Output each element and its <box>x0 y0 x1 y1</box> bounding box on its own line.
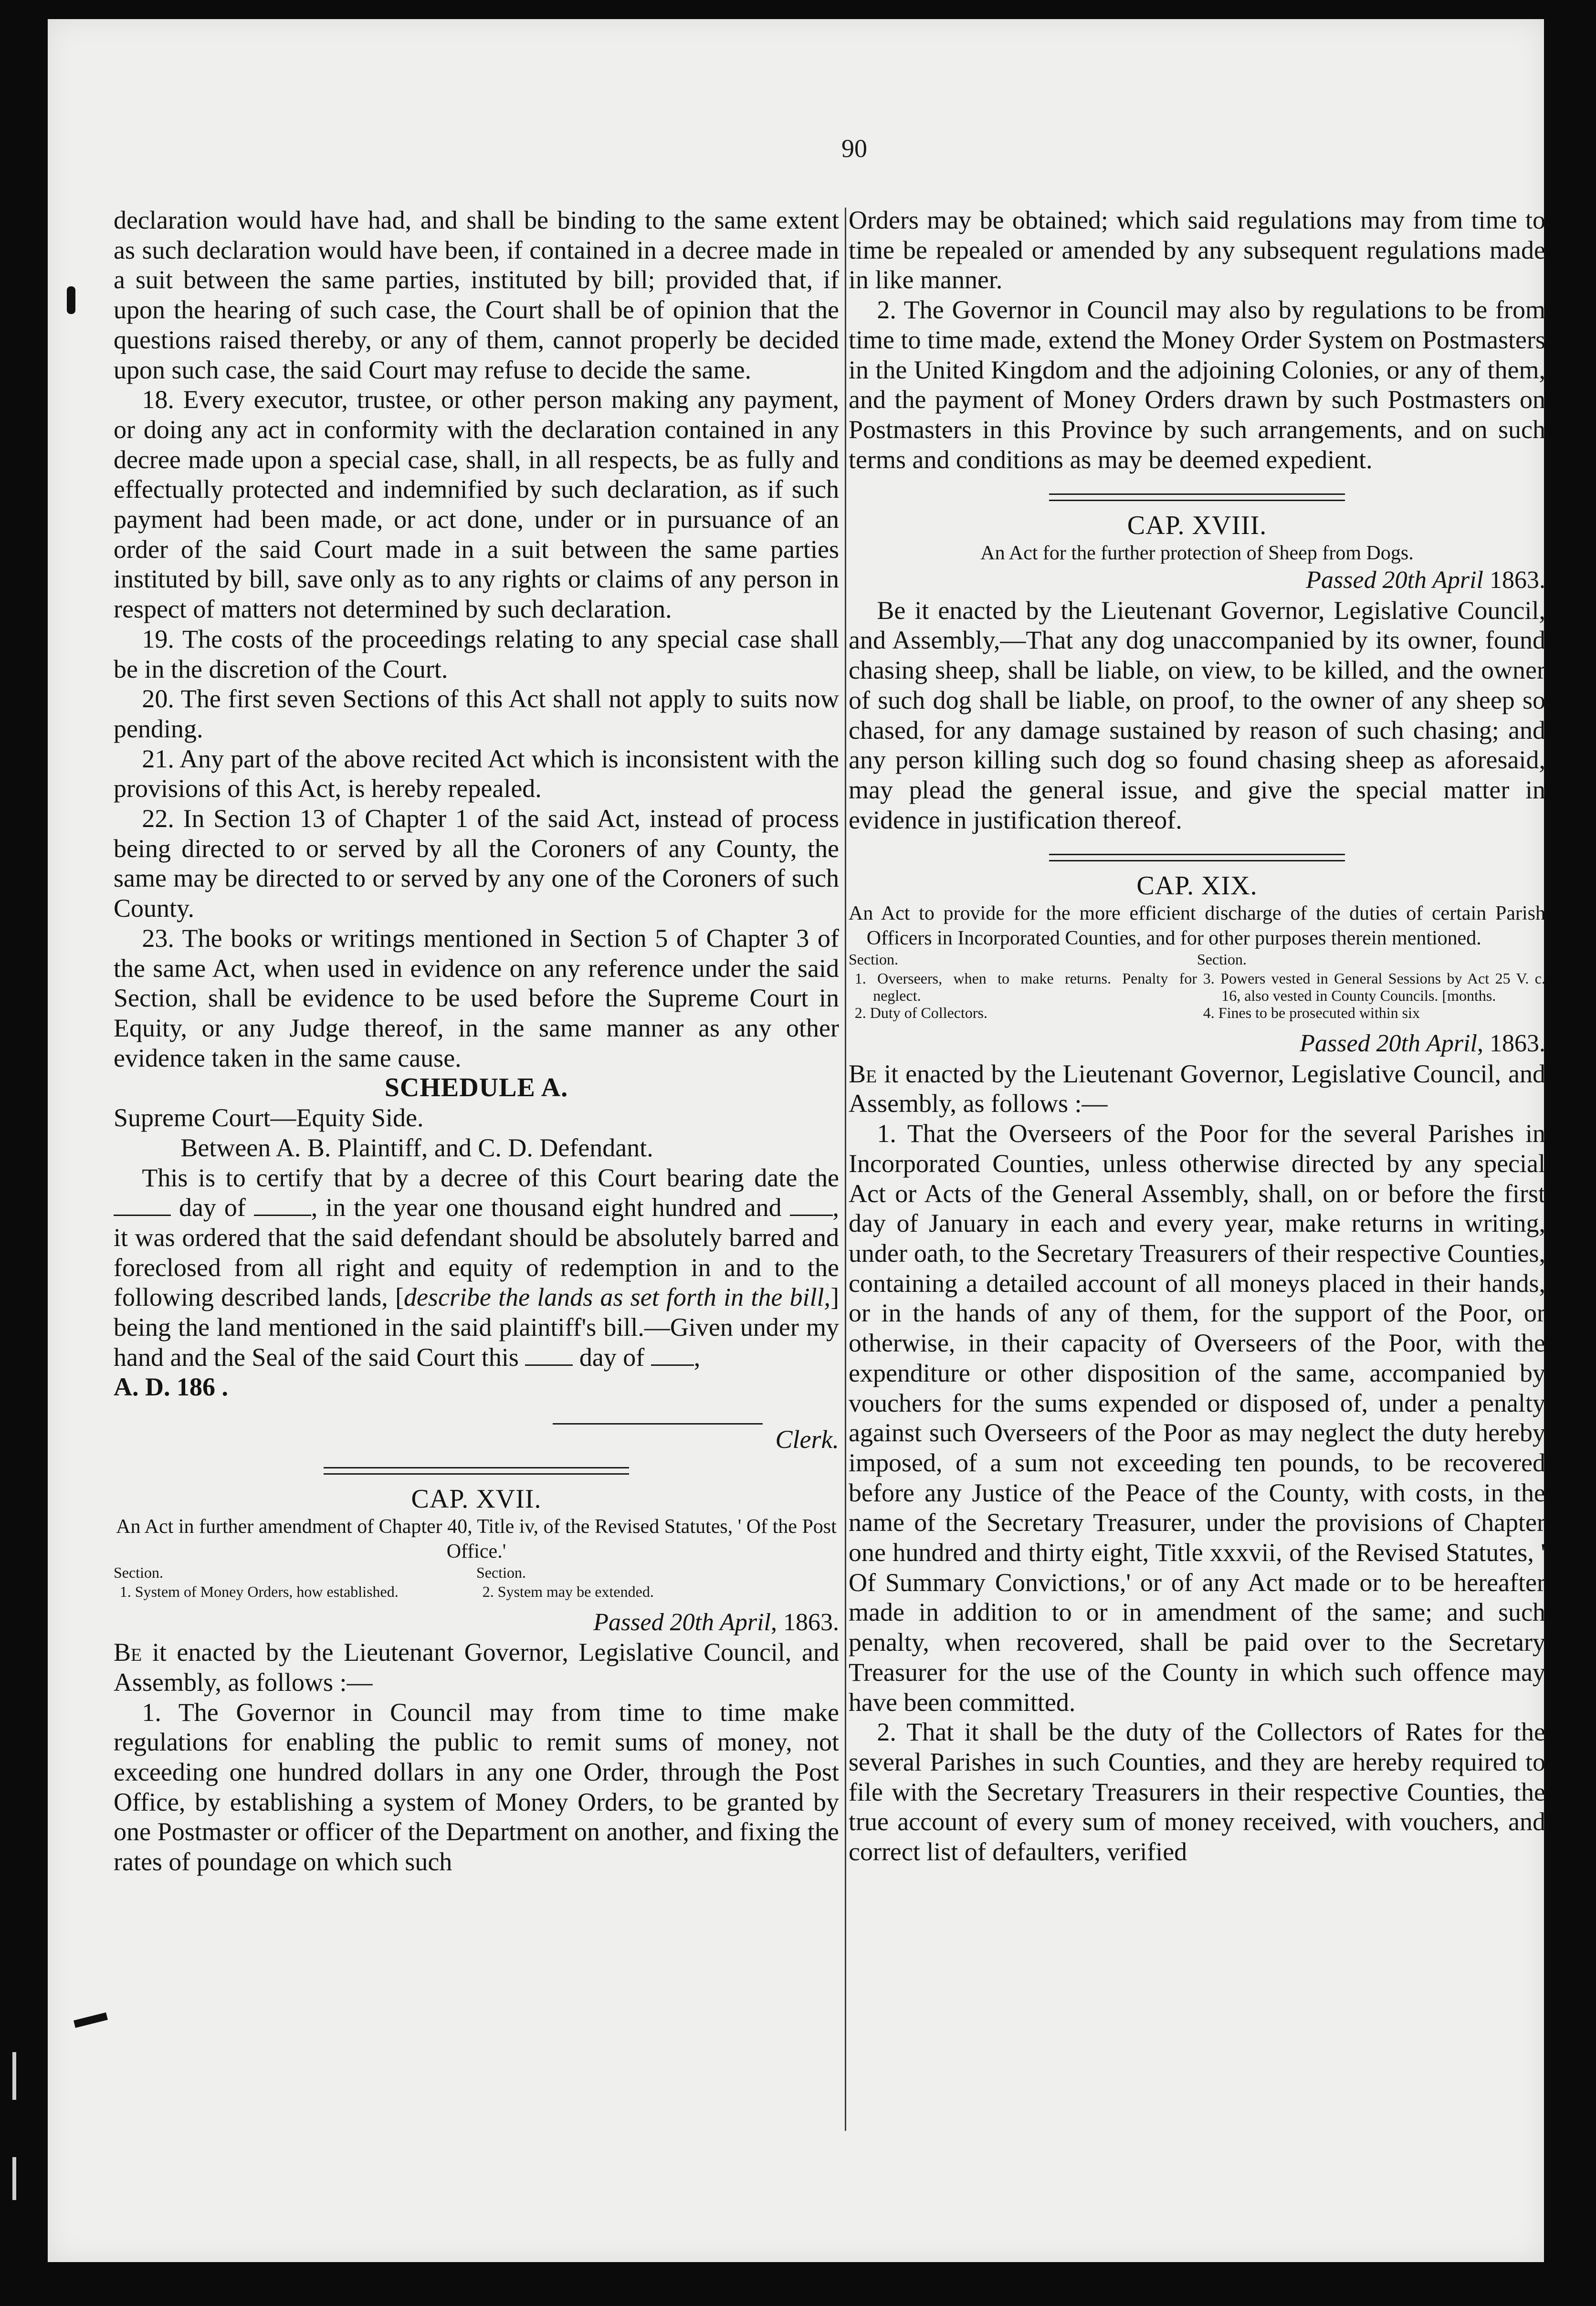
schedule-parties: Between A. B. Plaintiff, and C. D. Defendant. <box>180 1133 653 1162</box>
column-divider <box>845 208 846 2131</box>
passed-label: Passed <box>593 1608 664 1636</box>
cap19-sections-right <box>1197 951 1545 1021</box>
cap18-title: An Act for the further protection of Sheep from Dogs. <box>980 542 1414 565</box>
section-double-rule <box>324 1467 629 1475</box>
cap17-section-1: 1. The Governor in Council may from time to time make regulations for enabling the public to remit sums of money, not exceeding one hundred dollars in any one Order, through the Post Office, by establishing a system of Money Orders, to be granted by one Postmaster or officer of the Department on another, and fixing the rates of poundage on which such <box>114 1698 839 1876</box>
blank-line <box>790 1201 833 1216</box>
cap17-passed <box>114 1608 839 1638</box>
enact-first-word: Be <box>849 1059 877 1088</box>
passed-date: 20th April <box>1376 1030 1477 1058</box>
schedule-text-4: , it was ordered that the said defendant should be absolutely barred and foreclosed from all right and equity of redemption in and to the following described lands, [ <box>114 1193 840 1312</box>
section-entry: 1. System of Money Orders, how established. <box>119 1583 399 1600</box>
cap17-title: An Act in further amendment of Chapter 40, Title iv, of the Revised Statutes, ' Of the Post Office.' <box>116 1515 837 1562</box>
cap19-sections-left <box>849 951 1197 1021</box>
cap17-sections-table <box>114 1564 839 1600</box>
section-double-rule <box>1049 854 1345 861</box>
cap19-enacting-clause <box>849 1059 1545 1119</box>
schedule-date-line: A. D. 186 . <box>114 1373 228 1402</box>
section-entry: 1. Overseers, when to make returns. Penalty for neglect. <box>854 970 1197 1005</box>
cap17-sections-right <box>476 1564 839 1600</box>
section-header: Section. <box>849 951 898 968</box>
blank-line <box>525 1350 573 1366</box>
blank-line <box>254 1201 311 1216</box>
cap18-passed <box>849 566 1545 596</box>
continued-paragraph: Orders may be obtained; which said regulations may from time to time be repealed or amended by any subsequent regulations made in like manner. <box>849 206 1545 294</box>
schedule-text-6: ] being the land mentioned in the said plaintiff's bill.—Given under my hand and the Seal of the said Court this <box>114 1283 839 1372</box>
enact-first-word: Be <box>114 1638 142 1667</box>
schedule-text-2: day of <box>178 1193 246 1222</box>
cap19-title: An Act to provide for the more efficient discharge of the duties of certain Parish Officers in Incorporated Counties, and for other purposes therein mentioned. <box>849 902 1545 950</box>
enact-rest: it enacted by the Lieutenant Governor, Legislative Council, and Assembly, as follows :— <box>114 1638 839 1697</box>
passed-year: 1863. <box>1483 566 1545 594</box>
section-header: Section. <box>114 1563 163 1581</box>
cap19-sections-table <box>849 951 1545 1021</box>
right-column <box>849 205 1545 1867</box>
schedule-body <box>114 1163 839 1373</box>
section-21: 21. Any part of the above recited Act which is inconsistent with the provisions of this Act, is hereby repealed. <box>114 744 839 803</box>
section-double-rule <box>1049 493 1345 501</box>
document-page <box>48 19 1544 2262</box>
margin-pointer-mark <box>74 2013 108 2028</box>
schedule-text-3: , in the year one thousand eight hundred and <box>311 1193 782 1222</box>
passed-label: Passed <box>1300 1030 1370 1058</box>
margin-ink-mark <box>67 286 75 314</box>
cap19-heading: CAP. XIX. <box>1136 871 1258 901</box>
section-entry: 2. Duty of Collectors. <box>854 1004 987 1022</box>
enact-rest: it enacted by the Lieutenant Governor, Legislative Council, and Assembly, as follows :— <box>849 1059 1545 1118</box>
section-entry: 3. Powers vested in General Sessions by Act 25 V. c. 16, also vested in County Councils. [months. <box>1203 970 1545 1005</box>
scan-edge-mark <box>12 2157 16 2200</box>
section-22: 22. In Section 13 of Chapter 1 of the said Act, instead of process being directed to or served by all the Coroners of any County, the same may be directed to or served by any one of the Coroners of such County. <box>114 804 839 923</box>
schedule-text-8: , <box>693 1342 701 1372</box>
cap17-enacting-clause <box>114 1637 839 1697</box>
schedule-text-5: describe the lands as set forth in the bill, <box>403 1283 831 1312</box>
schedule-heading: SCHEDULE A. <box>384 1073 568 1103</box>
cap17-heading: CAP. XVII. <box>411 1484 542 1514</box>
cap17-section-2: 2. The Governor in Council may also by regulations to be from time to time made, extend the Money Order System on Postmasters in the United Kingdom and the adjoining Colonies, or any of them, and the payment of Money Orders drawn by such Postmasters on Postmasters in this Province by such arrangements, and on such terms and conditions as may be deemed expedient. <box>849 295 1545 474</box>
section-header: Section. <box>1197 951 1247 968</box>
cap19-section-2: 2. That it shall be the duty of the Collectors of Rates for the several Parishes in such Counties, and they are hereby required to file with the Secretary Treasurers in their respective Counties, the true account of every sum of money received, with vouchers, and correct list of defaulters, verified <box>849 1718 1545 1866</box>
section-18: 18. Every executor, trustee, or other person making any payment, or doing any act in conformity with the declaration contained in any decree made upon a special case, shall, in all respects, be as fully and effectually protected and indemnified by such declaration, as if such payment had been made, or act done, under or in pursuance of an order of the said Court made in a suit between the same parties instituted by bill, save only as to any rights or claims of any person in respect of matters not determined by such declaration. <box>114 385 839 624</box>
section-23: 23. The books or writings mentioned in Section 5 of Chapter 3 of the same Act, when used in evidence on any reference under the said Section, shall be evidence to be used before the Supreme Court in Equity, or any Judge thereof, in the same manner as any other evidence taken in the same cause. <box>114 923 839 1072</box>
cap19-section-1: 1. That the Overseers of the Poor for the several Parishes in Incorporated Counties, unless otherwise directed by any special Act or Acts of the General Assembly, shall, on or before the first day of January in each and every year, make returns in writing, under oath, to the Secretary Treasurers of their respective Counties, containing a detailed account of all moneys placed in their hands, or in the hands of any of them, for the support of the Poor, or otherwise, in their capacity of Overseers of the Poor, with the expenditure or other disposition of the same, accompanied by vouchers for the sums expended or disposed of, under a penalty against such Overseers of the Poor as may neglect the duty hereby imposed, of a sum not exceeding ten pounds, to be recovered before any Justice of the Peace of the County, with costs, in the name of the Secretary Treasurer, under the provisions of Chapter one hundred and thirty eight, Title xxxvii, of the Revised Statutes, ' Of Summary Convictions,' or of any Act made or to be hereafter made in addition to or in amendment of the same; and such penalty, when recovered, shall be paid over to the Secretary Treasurer for the use of the County in which such offence may have been committed. <box>849 1119 1545 1717</box>
cap18-heading: CAP. XVIII. <box>1127 511 1267 541</box>
passed-date: 20th April <box>670 1608 771 1636</box>
blank-line <box>651 1350 694 1366</box>
schedule-text-1: This is to certify that by a decree of this Court bearing date the <box>142 1163 839 1192</box>
cap19-passed <box>849 1029 1545 1059</box>
passed-date: 20th April <box>1382 566 1483 594</box>
schedule-court: Supreme Court—Equity Side. <box>114 1103 424 1132</box>
section-entry: 4. Fines to be prosecuted within six <box>1203 1004 1420 1022</box>
scan-edge-mark <box>12 2052 16 2100</box>
passed-year: , 1863. <box>771 1608 839 1636</box>
cap18-body: Be it enacted by the Lieutenant Governor, Legislative Council, and Assembly,—That any dog unaccompanied by its owner, found chasing sheep, shall be liable, on view, to be killed, and the owner of such dog shall be liable, on proof, to the owner of any sheep so chased, for any damage sustained by reason of such chasing; and any person killing such dog so found chasing sheep as aforesaid, may plead the general issue, and give the special matter in evidence in justification thereof. <box>849 596 1545 834</box>
section-entry: 2. System may be extended. <box>482 1583 654 1600</box>
passed-year: , 1863. <box>1477 1030 1545 1058</box>
continued-paragraph: declaration would have had, and shall be binding to the same extent as such declaration would have been, if contained in a decree made in a suit between the same parties, instituted by bill; provided that, if upon the hearing of such case, the Court shall be of opinion that the questions raised thereby, or any of them, cannot properly be decided upon such case, the said Court may refuse to decide the same. <box>114 206 839 384</box>
cap17-sections-left <box>114 1564 476 1600</box>
passed-label: Passed <box>1306 566 1376 594</box>
signature-clerk: Clerk. <box>775 1425 839 1454</box>
blank-line <box>114 1201 171 1216</box>
section-header: Section. <box>476 1563 526 1581</box>
schedule-text-7: day of <box>579 1342 645 1372</box>
section-20: 20. The first seven Sections of this Act shall not apply to suits now pending. <box>114 684 839 743</box>
section-19: 19. The costs of the proceedings relating to any special case shall be in the discretion of the Court. <box>114 624 839 683</box>
page-number: 90 <box>841 134 867 163</box>
left-column <box>114 205 839 1877</box>
